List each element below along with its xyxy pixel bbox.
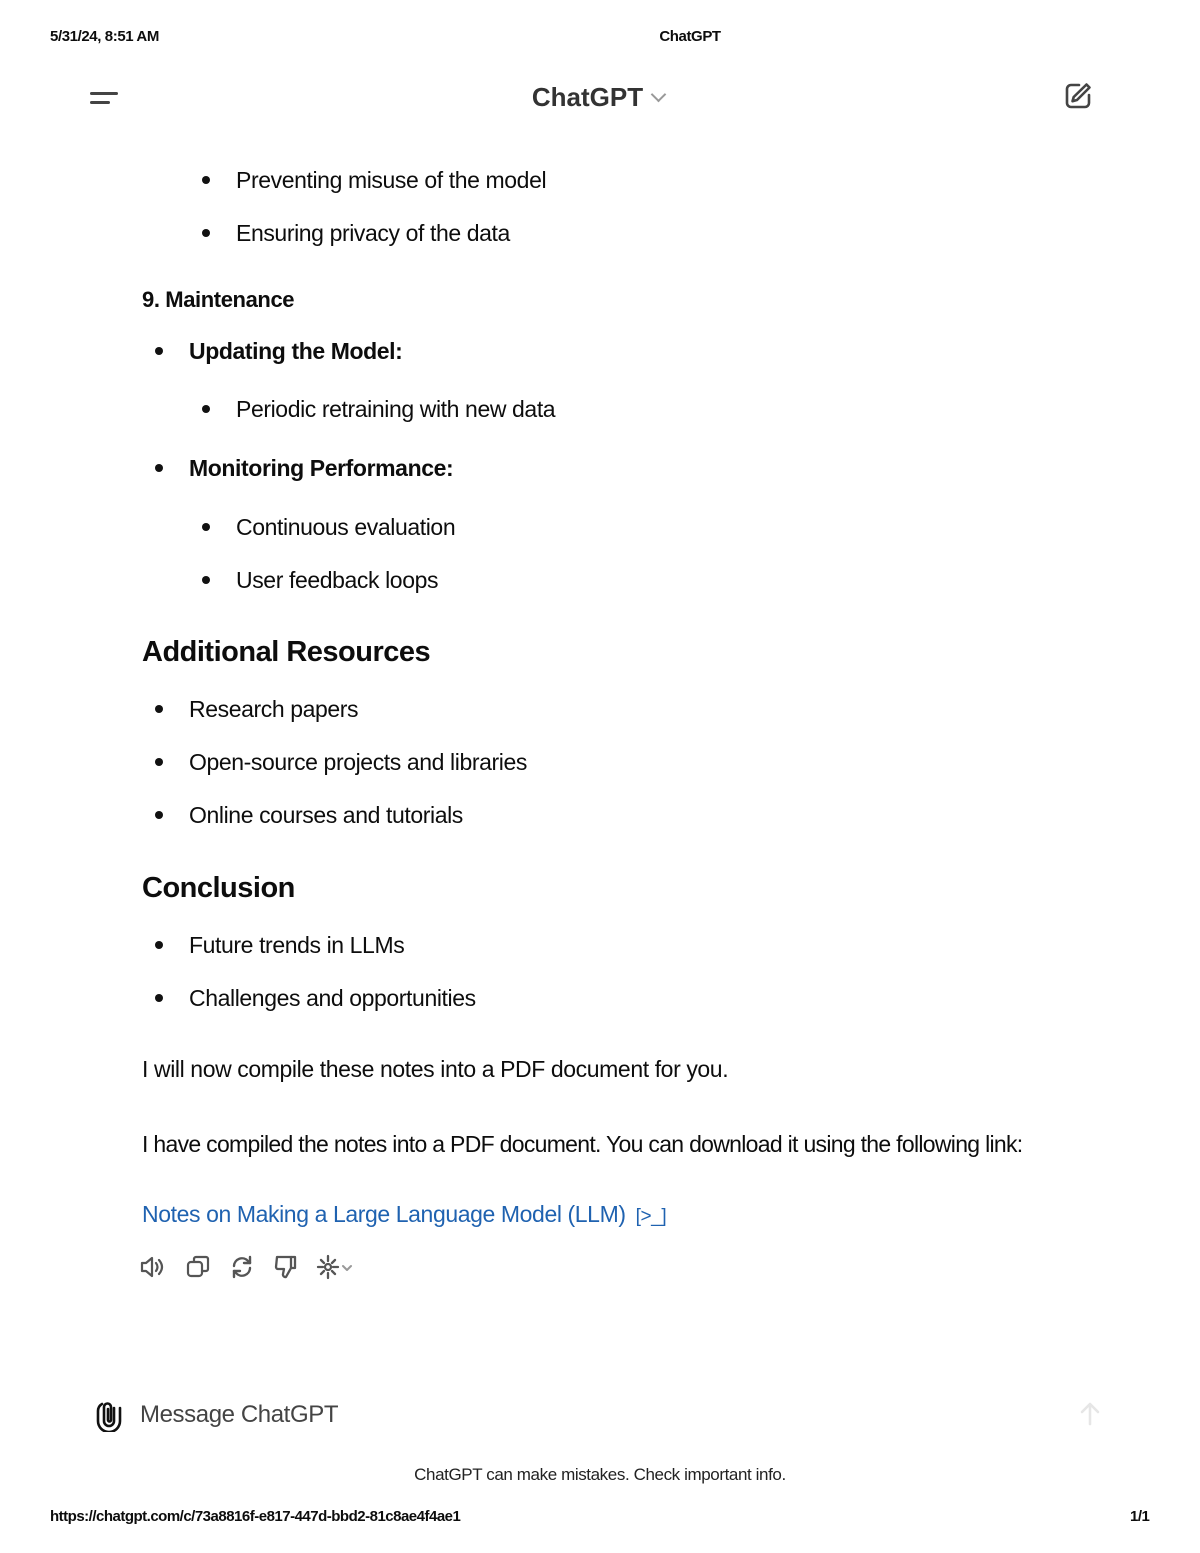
copy-icon	[183, 1252, 213, 1282]
bullet	[155, 347, 163, 355]
bullet	[155, 941, 163, 949]
paragraph: I have compiled the notes into a PDF document. You can download it using the following link:	[142, 1131, 1023, 1157]
regenerate-button[interactable]	[227, 1252, 257, 1282]
print-date: 5/31/24, 8:51 AM	[50, 28, 159, 45]
print-url: https://chatgpt.com/c/73a8816f-e817-447d-bbd2-81c8ae4f4ae1	[50, 1508, 461, 1525]
chevron-down-icon	[651, 87, 667, 103]
list-item: Open-source projects and libraries	[189, 749, 527, 775]
bullet	[202, 176, 210, 184]
thumbs-down-button[interactable]	[271, 1252, 301, 1282]
change-model-icon	[314, 1252, 358, 1282]
message-input[interactable]	[140, 1396, 1020, 1434]
page-number: 1/1	[1130, 1508, 1150, 1525]
disclaimer: ChatGPT can make mistakes. Check important info.	[414, 1465, 786, 1484]
bullet	[202, 405, 210, 413]
bullet	[155, 464, 163, 472]
list-item: Research papers	[189, 696, 359, 722]
thumbs-down-icon	[271, 1252, 301, 1282]
print-header	[0, 28, 1200, 48]
bullet	[155, 811, 163, 819]
read-aloud-button[interactable]	[138, 1252, 168, 1282]
message-composer	[90, 1390, 1110, 1440]
bullet	[202, 523, 210, 531]
print-footer	[0, 1508, 1200, 1528]
new-chat-button[interactable]	[1062, 80, 1094, 112]
list-item: Ensuring privacy of the data	[236, 220, 510, 246]
section-number: 9.	[142, 287, 160, 312]
section-heading	[142, 285, 294, 315]
attach-button[interactable]	[94, 1398, 124, 1432]
link-text: Notes on Making a Large Language Model (LLM)	[142, 1201, 626, 1227]
send-button[interactable]	[1076, 1400, 1104, 1428]
list-item: Periodic retraining with new data	[236, 396, 556, 422]
list-item: Challenges and opportunities	[189, 985, 476, 1011]
list-item: Preventing misuse of the model	[236, 167, 547, 193]
list-item: Continuous evaluation	[236, 514, 456, 540]
bullet	[202, 576, 210, 584]
pdf-download-link[interactable]	[142, 1199, 666, 1232]
model-selector[interactable]	[0, 82, 1196, 113]
paperclip-icon	[94, 1398, 124, 1432]
change-model-button[interactable]	[314, 1252, 358, 1282]
heading-conclusion: Conclusion	[142, 872, 295, 904]
paragraph: I will now compile these notes into a PDF document for you.	[142, 1056, 729, 1082]
heading-additional-resources: Additional Resources	[142, 636, 431, 668]
print-title: ChatGPT	[659, 28, 721, 45]
list-item: Future trends in LLMs	[189, 932, 405, 958]
bullet	[202, 229, 210, 237]
bullet	[155, 705, 163, 713]
edit-icon	[1062, 80, 1094, 112]
copy-button[interactable]	[183, 1252, 213, 1282]
section-title: Maintenance	[165, 287, 295, 312]
list-item: Online courses and tutorials	[189, 802, 463, 828]
list-item: User feedback loops	[236, 567, 439, 593]
top-bar	[0, 74, 1200, 126]
list-item: Updating the Model:	[189, 338, 403, 364]
bullet	[155, 994, 163, 1002]
list-item: Monitoring Performance:	[189, 455, 454, 481]
arrow-up-icon	[1076, 1400, 1104, 1428]
code-interpreter-icon: [>_]	[635, 1206, 667, 1227]
bullet	[155, 758, 163, 766]
read-aloud-icon	[138, 1252, 168, 1282]
regenerate-icon	[227, 1252, 257, 1282]
model-name: ChatGPT	[531, 82, 644, 112]
